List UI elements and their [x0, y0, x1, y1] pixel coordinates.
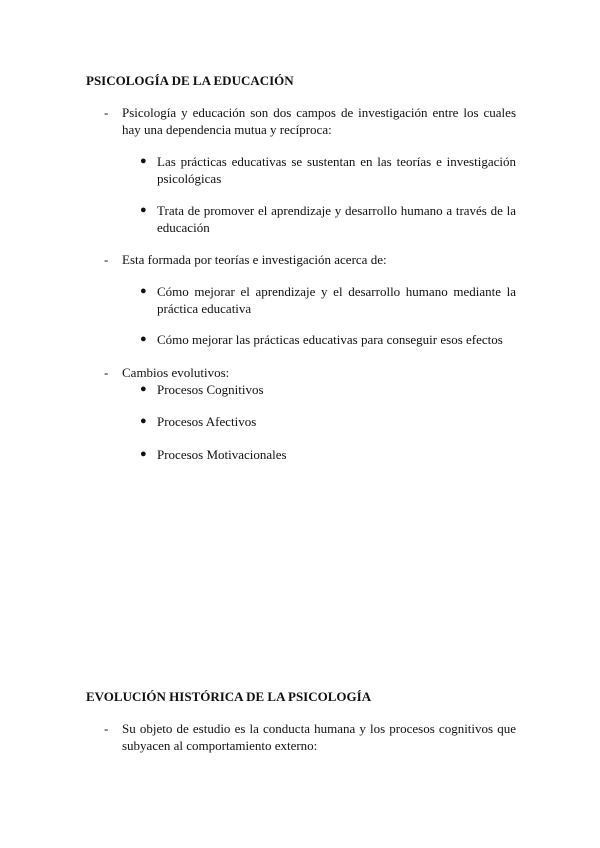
- list-item: [104, 720, 516, 754]
- bullet-item: [140, 331, 516, 348]
- bullet-icon: ●: [140, 415, 147, 427]
- list-item: [104, 251, 516, 268]
- section-title-evolucion-historica: EVOLUCIÓN HISTÓRICA DE LA PSICOLOGÍA: [86, 689, 372, 704]
- bullet-item: [140, 413, 256, 430]
- list-item-text: Cambios evolutivos:: [122, 365, 230, 380]
- bullet-item-text: Las prácticas educativas se sustentan en las teorías e investigación psicológicas: [157, 154, 516, 186]
- dash-marker: -: [104, 252, 109, 267]
- bullet-item-text: Trata de promover el aprendizaje y desarrollo humano a través de la educación: [157, 203, 516, 235]
- bullet-icon: ●: [140, 383, 147, 395]
- dash-marker: -: [104, 721, 109, 736]
- list-item-text: Esta formada por teorías e investigación acerca de:: [122, 252, 387, 267]
- bullet-icon: ●: [140, 204, 147, 216]
- bullet-item-text: Procesos Afectivos: [157, 414, 257, 429]
- list-item-text: Su objeto de estudio es la conducta humana y los procesos cognitivos que subyacen al comportamiento externo:: [122, 721, 516, 753]
- bullet-icon: ●: [140, 285, 147, 297]
- list-item-text: Psicología y educación son dos campos de investigación entre los cuales hay una dependencia mutua y recíproca:: [122, 105, 516, 137]
- bullet-icon: ●: [140, 448, 147, 460]
- section-title-psicologia-educacion: PSICOLOGÍA DE LA EDUCACIÓN: [86, 73, 294, 88]
- bullet-item: [140, 283, 516, 317]
- bullet-item: [140, 153, 516, 187]
- dash-marker: -: [104, 365, 109, 380]
- list-item: [104, 104, 516, 138]
- bullet-icon: ●: [140, 333, 147, 345]
- bullet-item: [140, 381, 264, 398]
- dash-marker: -: [104, 105, 109, 120]
- bullet-item-text: Procesos Motivacionales: [157, 447, 287, 462]
- bullet-item: [140, 202, 516, 236]
- bullet-item: [140, 446, 287, 463]
- bullet-item-text: Cómo mejorar el aprendizaje y el desarrollo humano mediante la práctica educativa: [157, 284, 516, 316]
- list-item: [104, 364, 516, 381]
- bullet-icon: ●: [140, 155, 147, 167]
- bullet-item-text: Procesos Cognitivos: [157, 382, 264, 397]
- bullet-item-text: Cómo mejorar las prácticas educativas para conseguir esos efectos: [157, 332, 503, 347]
